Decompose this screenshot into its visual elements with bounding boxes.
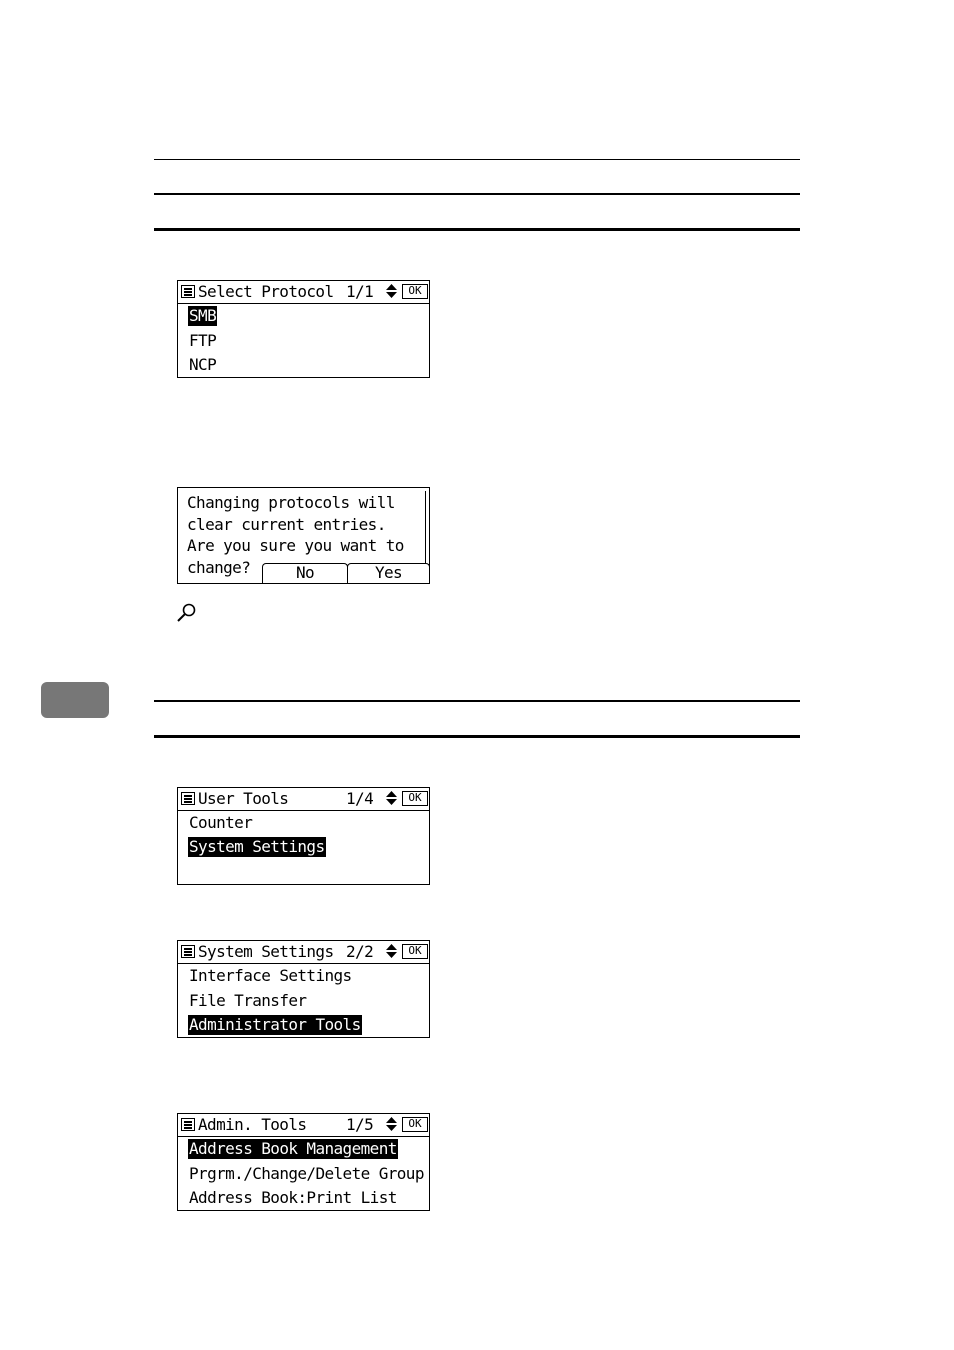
- menu-item-address-book-management[interactable]: Address Book Management: [189, 1139, 397, 1158]
- menu-item-interface-settings[interactable]: Interface Settings: [189, 966, 352, 985]
- menu-list-icon: [181, 792, 195, 805]
- screen-title: Select Protocol: [198, 282, 334, 301]
- page-indicator: 1/1: [346, 282, 374, 301]
- screen-header: [178, 281, 429, 304]
- dialog-line-1: Changing protocols will: [187, 493, 395, 512]
- ok-key[interactable]: OK: [402, 944, 428, 959]
- user-tools-screen: [177, 787, 430, 885]
- ok-key[interactable]: OK: [402, 284, 428, 299]
- section2-rule-lower: [154, 735, 800, 738]
- top-rule-thin: [154, 159, 800, 160]
- screen-title: System Settings: [198, 942, 334, 961]
- magnifier-icon: [176, 602, 198, 624]
- screen-title: Admin. Tools: [198, 1115, 307, 1134]
- screen-header: [178, 788, 429, 811]
- ok-key[interactable]: OK: [402, 1117, 428, 1132]
- up-down-arrow-icon[interactable]: [385, 941, 398, 964]
- dialog-line-4: change?: [187, 558, 251, 577]
- yes-button[interactable]: Yes: [347, 563, 430, 583]
- up-down-arrow-icon[interactable]: [385, 281, 398, 304]
- section2-rule-upper: [154, 700, 800, 702]
- menu-item-prgrm-change-delete-group[interactable]: Prgrm./Change/Delete Group: [189, 1164, 424, 1183]
- screen-title: User Tools: [198, 789, 289, 808]
- dialog-line-2: clear current entries.: [187, 515, 386, 534]
- page-indicator: 1/5: [346, 1115, 374, 1134]
- menu-item-counter[interactable]: Counter: [189, 813, 253, 832]
- menu-item-administrator-tools[interactable]: Administrator Tools: [189, 1015, 361, 1034]
- up-down-arrow-icon[interactable]: [385, 1114, 398, 1137]
- menu-list-icon: [181, 945, 195, 958]
- dialog-line-3: Are you sure you want to: [187, 536, 404, 555]
- section-rule-upper: [154, 193, 800, 195]
- menu-item-smb[interactable]: SMB: [189, 306, 217, 325]
- chapter-tab: [41, 682, 109, 718]
- menu-item-ncp[interactable]: NCP: [189, 355, 217, 374]
- no-button[interactable]: No: [262, 563, 348, 583]
- page-indicator: 2/2: [346, 942, 374, 961]
- screen-header: [178, 1114, 429, 1137]
- menu-list-icon: [181, 1118, 195, 1131]
- screen-header: [178, 941, 429, 964]
- page-indicator: 1/4: [346, 789, 374, 808]
- ok-key[interactable]: OK: [402, 791, 428, 806]
- system-settings-screen: [177, 940, 430, 1038]
- menu-item-ftp[interactable]: FTP: [189, 331, 217, 350]
- admin-tools-screen: [177, 1113, 430, 1211]
- section-rule-lower: [154, 228, 800, 231]
- menu-list-icon: [181, 285, 195, 298]
- menu-item-system-settings[interactable]: System Settings: [189, 837, 325, 856]
- confirm-dialog: [177, 487, 430, 584]
- menu-item-address-book-print-list[interactable]: Address Book:Print List: [189, 1188, 397, 1207]
- up-down-arrow-icon[interactable]: [385, 788, 398, 811]
- menu-item-file-transfer[interactable]: File Transfer: [189, 991, 307, 1010]
- select-protocol-screen: [177, 280, 430, 378]
